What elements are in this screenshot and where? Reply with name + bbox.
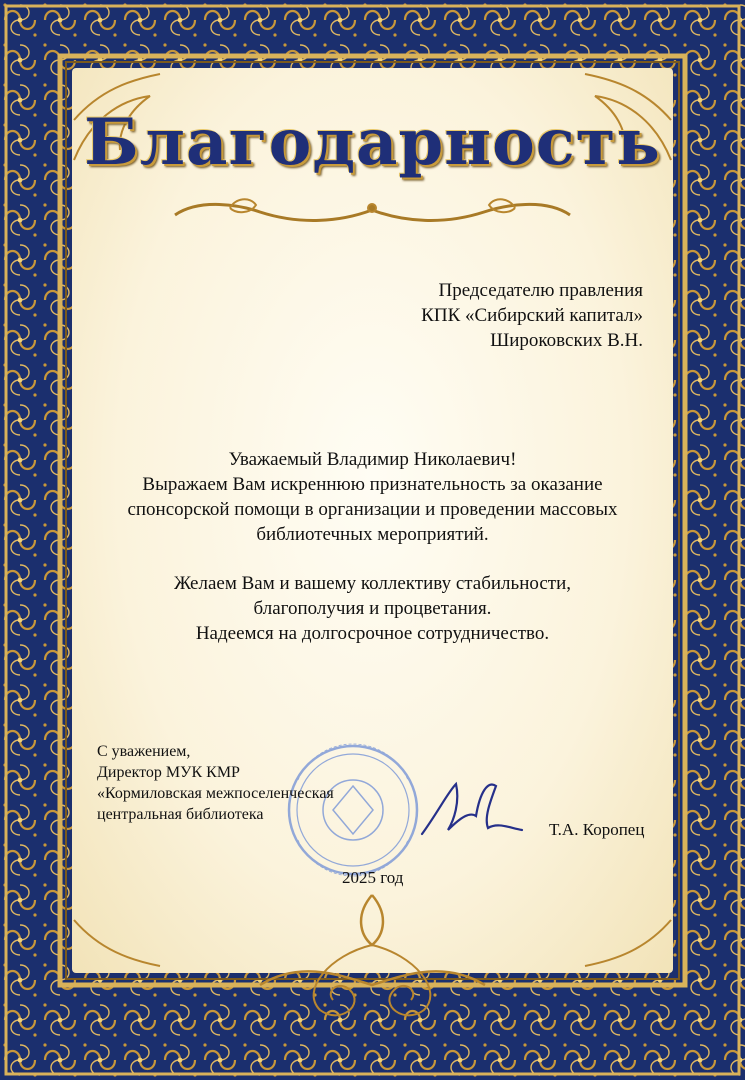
body-line: Выражаем Вам искреннюю признательность за оказание <box>142 474 603 495</box>
addressee-position: Председателю правления <box>438 280 643 301</box>
addressee-name: Широковских В.Н. <box>490 330 643 351</box>
signer-name: Т.А. Коропец <box>549 820 645 839</box>
body-line: Надеемся на долгосрочное сотрудничество. <box>195 623 550 644</box>
signature-block <box>97 741 334 825</box>
body-line: спонсорской помощи в организации и проведении массовых <box>127 499 618 520</box>
body-line: Желаем Вам и вашему коллективу стабильности, <box>173 573 571 594</box>
closing-phrase: С уважением, <box>97 743 191 760</box>
signer-organization-line1: «Кормиловская межпоселенческая <box>97 785 334 802</box>
signer-organization-line2: центральная библиотека <box>97 806 264 823</box>
addressee-block <box>421 278 643 353</box>
document-year: 2025 год <box>342 868 404 887</box>
letter-body <box>80 447 665 646</box>
greeting: Уважаемый Владимир Николаевич! <box>228 449 517 470</box>
body-line: библиотечных мероприятий. <box>256 524 489 545</box>
addressee-organization: КПК «Сибирский капитал» <box>421 305 643 326</box>
page-title: Благодарность <box>84 105 661 180</box>
handwritten-signature <box>418 772 528 842</box>
signer-position: Директор МУК КМР <box>97 764 240 781</box>
body-line: благополучия и процветания. <box>253 598 492 619</box>
paragraph-gap <box>80 547 665 571</box>
